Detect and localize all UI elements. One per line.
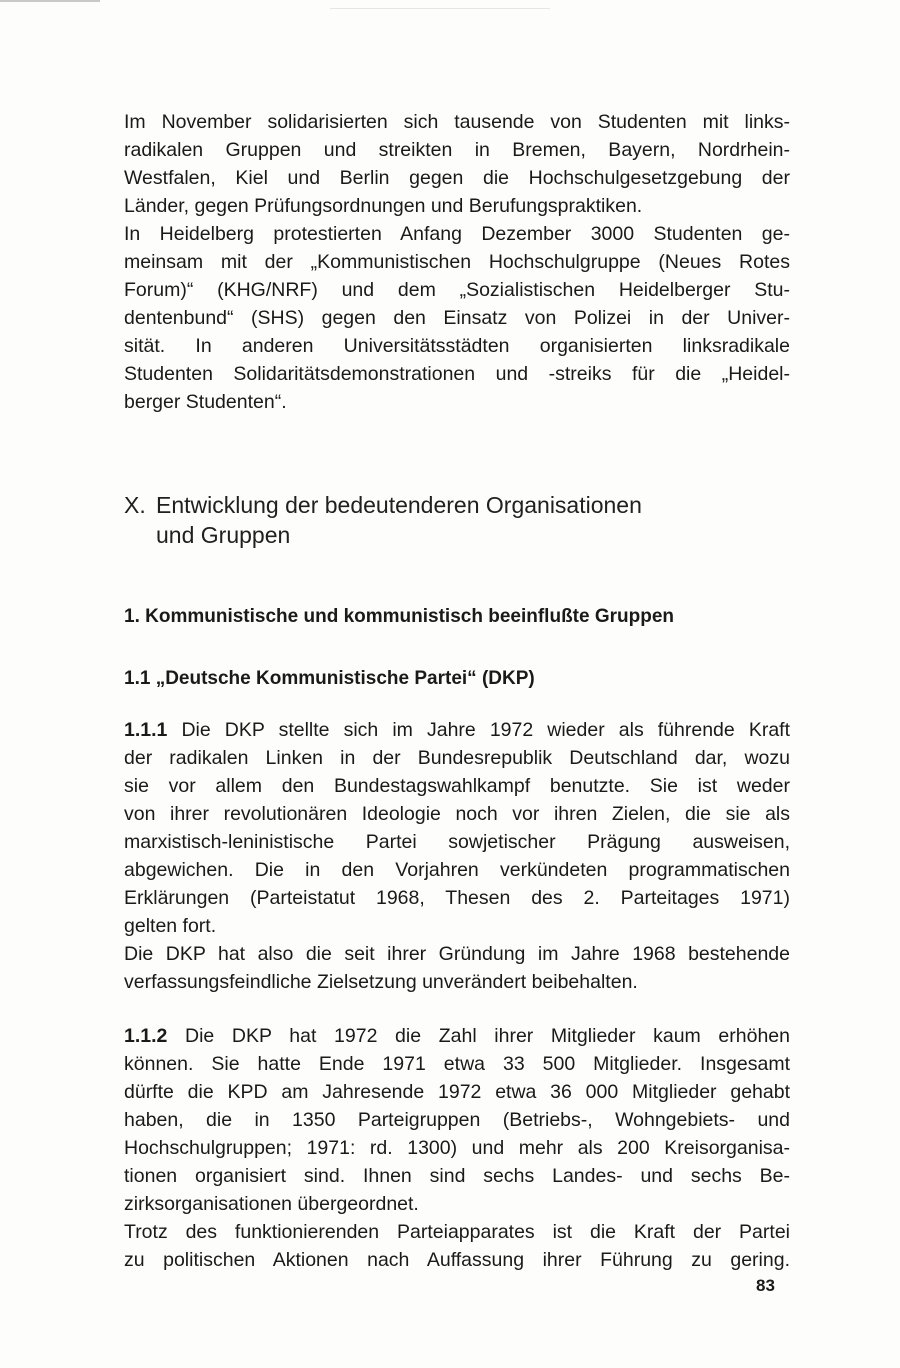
text-line: Erklärungen (Parteistatut 1968, Thesen des 2. Parteitages 1971) [124, 887, 790, 909]
text-line: tionen organisiert sind. Ihnen sind sechs Landes- und sechs Be- [124, 1165, 790, 1187]
subsection-heading: 1.1 „Deutsche Kommunistische Partei“ (DKP) [124, 668, 535, 689]
text-line: dürfte die KPD am Jahresende 1972 etwa 36 000 Mitglieder gehabt [124, 1081, 790, 1103]
text-line: Hochschulgruppen; 1971: rd. 1300) und mehr als 200 Kreisorganisa- [124, 1137, 790, 1159]
text-line: Forum)“ (KHG/NRF) und dem „Sozialistischen Heidelberger Stu- [124, 279, 790, 301]
text-line: gelten fort. [124, 915, 217, 937]
text-line: meinsam mit der „Kommunistischen Hochschulgruppe (Neues Rotes [124, 251, 790, 273]
text-line: sie vor allem den Bundestagswahlkampf benutzte. Sie ist weder [124, 775, 790, 797]
scan-edge-mark [0, 0, 100, 2]
text-line: sität. In anderen Universitätsstädten organisierten linksradikale [124, 335, 790, 357]
text-line: zu politischen Aktionen nach Auffassung ihrer Führung zu gering. [124, 1249, 790, 1271]
page-number: 83 [756, 1276, 775, 1295]
text-line: Studenten Solidaritätsdemonstrationen und -streiks für die „Heidel- [124, 363, 790, 385]
text-line-rest: Die DKP hat 1972 die Zahl ihrer Mitglieder kaum erhöhen [167, 1025, 790, 1047]
text-line: der radikalen Linken in der Bundesrepublik Deutschland dar, wozu [124, 747, 790, 769]
text-line: von ihrer revolutionären Ideologie noch vor ihren Zielen, die sie als [124, 803, 790, 825]
text-line: Westfalen, Kiel und Berlin gegen die Hochschulgesetzgebung der [124, 167, 790, 189]
section-heading: 1. Kommunistische und kommunistisch beeinflußte Gruppen [124, 606, 675, 627]
section-1-1-1 [124, 716, 790, 996]
text-line: Länder, gegen Prüfungsordnungen und Berufungspraktiken. [124, 195, 643, 217]
text-line: haben, die in 1350 Parteigruppen (Betriebs-, Wohngebiets- und [124, 1109, 790, 1131]
text-line: Die DKP hat also die seit ihrer Gründung im Jahre 1968 bestehende [124, 943, 790, 965]
paragraph-heidelberg-protest [124, 220, 790, 416]
text-line: verfassungsfeindliche Zielsetzung unverändert beibehalten. [124, 971, 638, 993]
text-line [124, 1022, 790, 1050]
chapter-title-line-2: und Gruppen [156, 522, 291, 548]
section-number: 1.1.1 [124, 719, 168, 741]
text-line: berger Studenten“. [124, 391, 287, 413]
text-line: zirksorganisationen übergeordnet. [124, 1193, 419, 1215]
section-1-1-2 [124, 1022, 790, 1274]
paragraph-november-strikes [124, 108, 790, 220]
text-line [124, 716, 790, 744]
text-line: Im November solidarisierten sich tausende von Studenten mit links- [124, 111, 790, 133]
text-line: können. Sie hatte Ende 1971 etwa 33 500 Mitglieder. Insgesamt [124, 1053, 790, 1075]
text-line: In Heidelberg protestierten Anfang Dezember 3000 Studenten ge- [124, 223, 790, 245]
section-number: 1.1.2 [124, 1025, 168, 1047]
text-line: abgewichen. Die in den Vorjahren verkündeten programmatischen [124, 859, 790, 881]
scan-edge-mark [330, 8, 550, 9]
chapter-number: X. [124, 492, 146, 518]
text-line: marxistisch-leninistische Partei sowjetischer Prägung ausweisen, [124, 831, 790, 853]
text-line-rest: Die DKP stellte sich im Jahre 1972 wieder als führende Kraft [167, 719, 790, 741]
text-line: radikalen Gruppen und streikten in Bremen, Bayern, Nordrhein- [124, 139, 790, 161]
chapter-title-line-1: Entwicklung der bedeutenderen Organisationen [156, 492, 642, 518]
text-line: dentenbund“ (SHS) gegen den Einsatz von Polizei in der Univer- [124, 307, 790, 329]
chapter-heading [124, 490, 642, 550]
text-line: Trotz des funktionierenden Parteiapparates ist die Kraft der Partei [124, 1221, 790, 1243]
